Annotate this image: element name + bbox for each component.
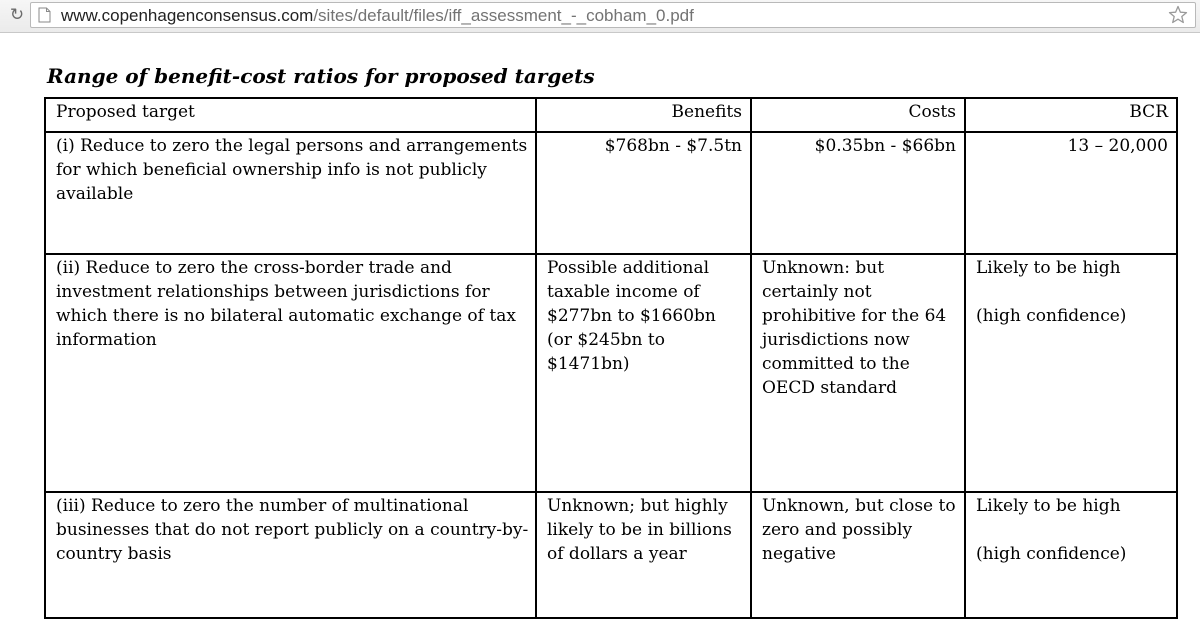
url-path: /sites/default/files/iff_assessment_-_cobham_0.pdf [313,6,694,25]
spacer [976,280,1170,304]
table-row [45,254,1177,492]
header-proposed-target: Proposed target [45,98,536,132]
row-target: (i) Reduce to zero the legal persons and arrangements for which beneficial ownership info is not publicly available [45,132,536,254]
table-row [45,492,1177,618]
row-costs: $0.35bn - $66bn [751,132,965,254]
bcr-confidence: (high confidence) [976,544,1127,564]
bcr-confidence: (high confidence) [976,306,1127,326]
row-target: (ii) Reduce to zero the cross-border trade and investment relationships between jurisdictions for which there is no bilateral automatic exchange of tax information [45,254,536,492]
row-benefits: Possible additional taxable income of $277bn to $1660bn (or $245bn to $1471bn) [536,254,751,492]
table-header-row [45,98,1177,132]
row-bcr: 13 – 20,000 [965,132,1177,254]
address-bar[interactable] [30,2,1196,28]
reload-icon[interactable]: ↻ [9,5,25,25]
row-bcr [965,254,1177,492]
header-bcr: BCR [965,98,1177,132]
bcr-estimate: Likely to be high [976,496,1121,516]
row-benefits: $768bn - $7.5tn [536,132,751,254]
url-text[interactable] [61,6,694,26]
header-costs: Costs [751,98,965,132]
url-domain: www.copenhagenconsensus.com [61,6,314,25]
table-row [45,132,1177,254]
page-icon [38,7,51,23]
bcr-estimate: Likely to be high [976,258,1121,278]
row-costs: Unknown: but certainly not prohibitive for the 64 jurisdictions now committed to the OECD standard [751,254,965,492]
browser-toolbar [0,0,1200,33]
header-benefits: Benefits [536,98,751,132]
row-bcr [965,492,1177,618]
star-icon[interactable] [1167,4,1189,26]
benefit-cost-table [44,97,1178,619]
spacer [976,518,1170,542]
row-target: (iii) Reduce to zero the number of multinational businesses that do not report publicly on a country-by-country basis [45,492,536,618]
row-benefits: Unknown; but highly likely to be in billions of dollars a year [536,492,751,618]
row-costs: Unknown, but close to zero and possibly negative [751,492,965,618]
document-title: Range of benefit-cost ratios for proposed targets [47,64,595,88]
